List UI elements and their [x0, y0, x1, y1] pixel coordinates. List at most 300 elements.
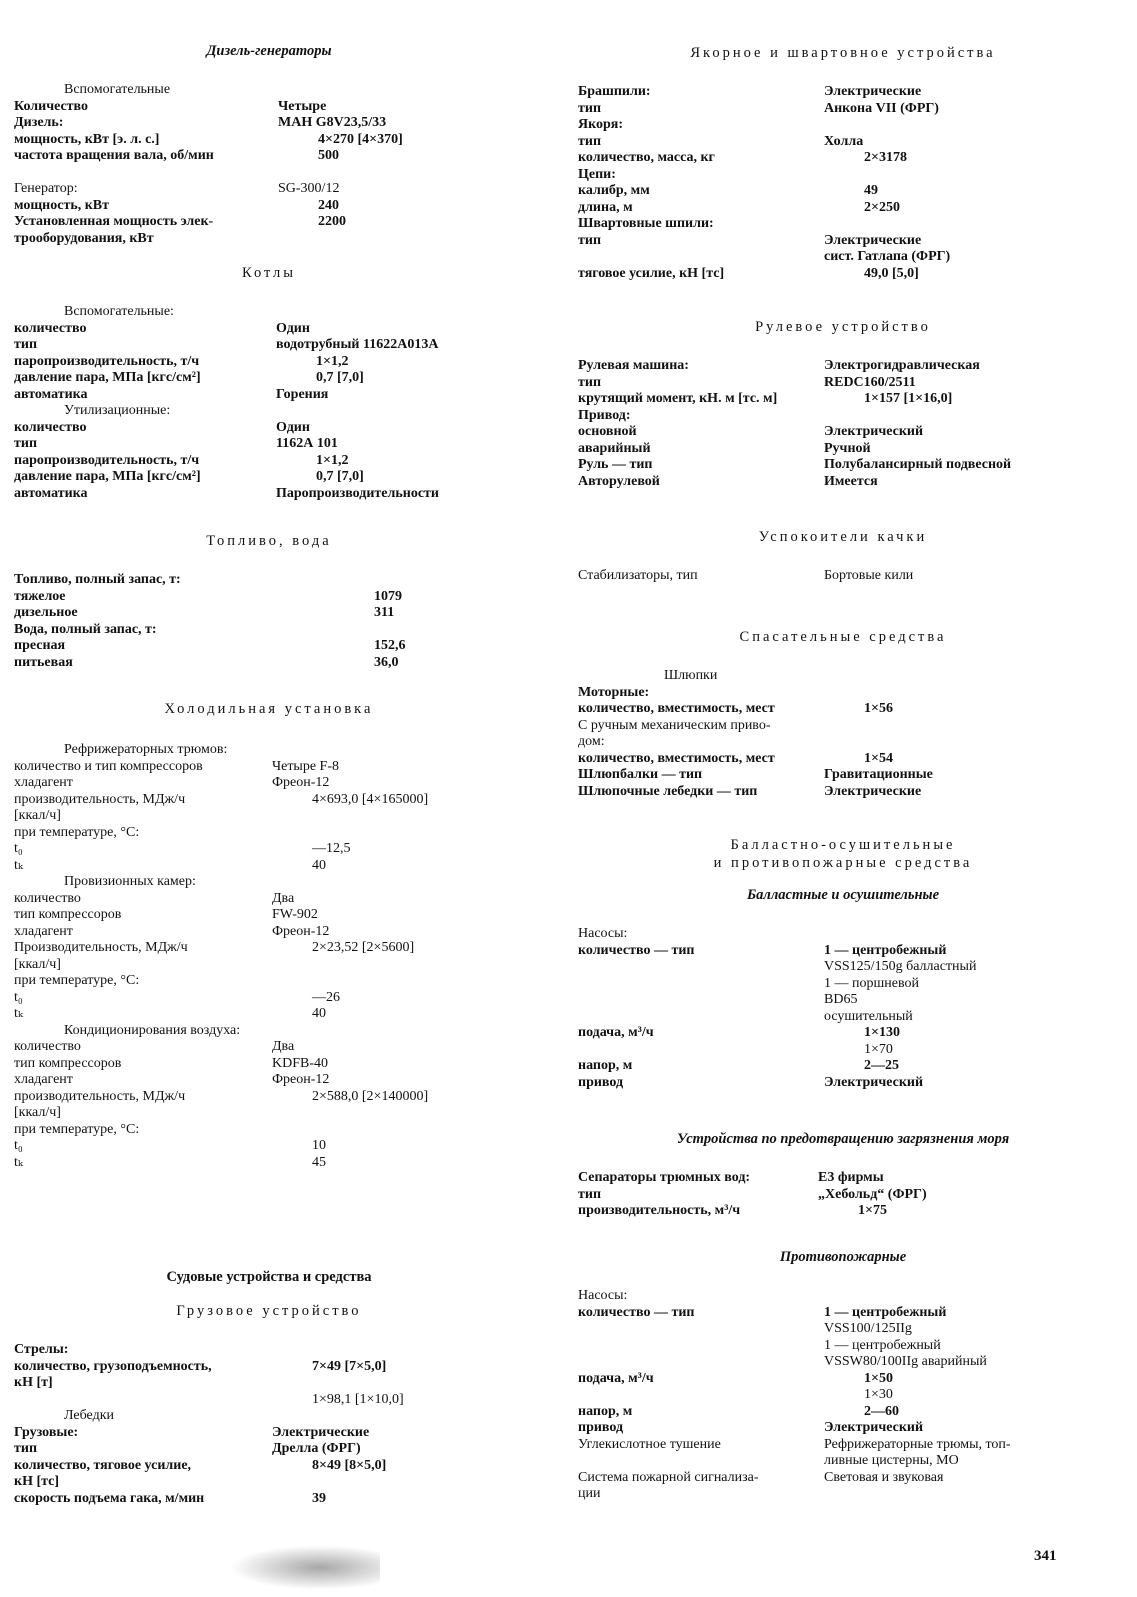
spec-row	[14, 1359, 524, 1376]
spec-row	[578, 992, 1108, 1009]
spec-value: 49,0 [5,0]	[864, 265, 919, 281]
spec-row	[14, 622, 524, 639]
spec-label: Моторные:	[578, 684, 650, 700]
spec-label: дизельное	[14, 605, 78, 620]
spec-label: тип	[578, 1186, 602, 1202]
spec-label: при температуре, °С:	[14, 824, 140, 840]
spec-row	[578, 167, 1108, 184]
spec-label: Вспомогательные	[64, 82, 171, 97]
spec-row	[578, 1338, 1108, 1355]
spec-row	[578, 976, 1108, 993]
spec-value: BD65	[824, 992, 858, 1007]
spec-label: количество, вместимость, мест	[578, 750, 775, 766]
section-title: Котлы	[242, 265, 296, 281]
spec-row	[14, 1006, 524, 1023]
spec-row	[14, 1375, 524, 1392]
spec-row	[14, 453, 524, 470]
spec-row	[14, 420, 524, 437]
section-title: Балластно-осушительные	[730, 837, 956, 853]
spec-label: количество, вместимость, мест	[578, 701, 775, 716]
spec-value: Электрические	[824, 783, 922, 799]
spec-value: Рефрижераторные трюмы, топ-	[824, 1436, 1011, 1452]
spec-label: Шлюпки	[664, 668, 718, 683]
spec-row	[14, 924, 524, 941]
spec-value: Горения	[276, 386, 329, 402]
spec-row	[14, 436, 524, 453]
spec-label: Стрелы:	[14, 1342, 69, 1357]
spec-value: ливные цистерны, МО	[824, 1453, 959, 1468]
spec-value: Один	[276, 320, 310, 336]
spec-row	[578, 1387, 1108, 1404]
spec-label: автоматика	[14, 485, 88, 501]
spec-label: паропроизводительность, т/ч	[14, 452, 200, 468]
spec-value: VSSW80/100IIg аварийный	[824, 1354, 987, 1369]
spec-label: С ручным механическим приво-	[578, 717, 771, 733]
spec-row	[578, 134, 1108, 151]
spec-label: Установленная мощность элек-	[14, 214, 214, 229]
spec-row	[578, 1170, 1108, 1187]
spec-row	[14, 1491, 524, 1508]
spec-value: 1 — центробежный	[824, 1337, 941, 1353]
spec-label: дом:	[578, 734, 605, 749]
spec-value: SG-300/12	[278, 181, 340, 196]
spec-row	[578, 1009, 1108, 1026]
spec-row	[14, 403, 524, 420]
spec-value: 240	[318, 197, 339, 213]
spec-label: Генератор:	[14, 181, 78, 196]
spec-row	[14, 638, 524, 655]
scan-smudge	[230, 1545, 380, 1590]
spec-row	[578, 1486, 1108, 1503]
spec-label: кН [тс]	[14, 1474, 60, 1489]
spec-label: Вспомогательные:	[64, 304, 174, 319]
spec-value: 1×50	[864, 1370, 893, 1386]
section-title: Спасательные средства	[739, 629, 947, 645]
spec-row	[14, 214, 524, 231]
section-pollution	[578, 1130, 1108, 1220]
spec-value: „Хебольд“ (ФРГ)	[818, 1186, 927, 1202]
spec-value: Электрические	[824, 232, 922, 248]
spec-label: кН [т]	[14, 1375, 53, 1390]
spec-row	[578, 926, 1108, 943]
spec-label: Шлюпбалки — тип	[578, 767, 703, 782]
spec-label: тип компрессоров	[14, 1055, 122, 1071]
spec-value: Фреон-12	[272, 775, 330, 790]
spec-label: [ккал/ч]	[14, 1105, 61, 1120]
spec-label: количество, масса, кг	[578, 150, 715, 165]
section-title-line2: и противопожарные средства	[713, 855, 973, 871]
spec-row	[14, 99, 524, 116]
spec-value: 7×49 [7×5,0]	[312, 1358, 387, 1374]
section-ballast	[578, 836, 1108, 1091]
spec-value: 500	[318, 148, 339, 163]
spec-row	[14, 1023, 524, 1040]
spec-row	[578, 1453, 1108, 1470]
spec-value: Гравитационные	[824, 767, 933, 782]
spec-value: 10	[312, 1138, 326, 1153]
spec-label: мощность, кВт [э. л. с.]	[14, 131, 160, 147]
spec-label: количество	[14, 1039, 81, 1054]
spec-value: Электрический	[824, 424, 924, 439]
spec-label: привод	[578, 1074, 624, 1090]
spec-value: 1×1,2	[316, 353, 349, 369]
spec-label: напор, м	[578, 1403, 633, 1419]
spec-label: производительность, МДж/ч	[14, 791, 186, 807]
spec-row	[578, 1288, 1108, 1305]
spec-row	[14, 1392, 524, 1409]
spec-value: Световая и звуковая	[824, 1469, 944, 1485]
section-title: Успокоители качки	[758, 529, 928, 545]
spec-row	[578, 391, 1108, 408]
spec-label: тип	[578, 232, 602, 248]
spec-value: 0,7 [7,0]	[316, 370, 364, 385]
spec-row	[578, 266, 1108, 283]
spec-row	[578, 734, 1108, 751]
spec-row	[578, 1420, 1108, 1437]
spec-label: Сепараторы трюмных вод:	[578, 1170, 751, 1185]
spec-label: Привод:	[578, 407, 631, 423]
spec-row	[578, 959, 1108, 976]
spec-label: давление пара, МПа [кгс/см²]	[14, 370, 201, 385]
spec-label: производительность, МДж/ч	[14, 1088, 186, 1104]
page-number: 341	[1034, 1548, 1057, 1564]
spec-row	[578, 1470, 1108, 1487]
spec-row	[578, 1075, 1108, 1092]
spec-row	[14, 1056, 524, 1073]
spec-row	[578, 84, 1108, 101]
spec-row	[14, 891, 524, 908]
spec-row	[14, 1408, 524, 1425]
spec-value: 8×49 [8×5,0]	[312, 1457, 387, 1473]
spec-row	[578, 1025, 1108, 1042]
spec-row	[14, 1105, 524, 1122]
spec-value: Электрические	[272, 1424, 370, 1440]
spec-value: 1×130	[864, 1025, 900, 1040]
spec-label: t₀	[14, 841, 23, 856]
spec-label: подача, м³/ч	[578, 1370, 654, 1386]
spec-row	[578, 150, 1108, 167]
spec-row	[578, 751, 1108, 768]
spec-label: при температуре, °С:	[14, 973, 140, 988]
spec-label: Швартовные шпили:	[578, 216, 714, 231]
spec-value: 4×270 [4×370]	[318, 131, 403, 147]
spec-value: Четыре F-8	[272, 758, 339, 774]
spec-value: 2×23,52 [2×5600]	[312, 940, 415, 955]
spec-value: Е3 фирмы	[818, 1170, 884, 1185]
spec-row	[14, 907, 524, 924]
spec-value: Два	[272, 1039, 295, 1054]
spec-value: 49	[864, 183, 878, 198]
spec-label: Рулевая машина:	[578, 358, 689, 373]
spec-label: давление пара, МПа [кгс/см²]	[14, 469, 201, 484]
spec-label: ции	[578, 1486, 601, 1501]
spec-value: Анкона VII (ФРГ)	[824, 100, 939, 116]
spec-label: Насосы:	[578, 1288, 628, 1303]
spec-row	[14, 940, 524, 957]
spec-row	[14, 605, 524, 622]
spec-label: пресная	[14, 638, 66, 653]
spec-label: Утилизационные:	[64, 403, 171, 418]
spec-row	[14, 957, 524, 974]
spec-label: Провизионных камер:	[64, 874, 196, 889]
spec-value: REDC160/2511	[824, 374, 916, 390]
spec-value: 2—25	[864, 1058, 899, 1073]
spec-label: количество	[14, 419, 87, 435]
spec-value: 1162А 101	[276, 436, 338, 451]
spec-label: количество	[14, 890, 81, 906]
spec-label: трооборудования, кВт	[14, 230, 154, 246]
section-fire	[578, 1248, 1108, 1503]
spec-label: подача, м³/ч	[578, 1025, 654, 1040]
spec-label: паропроизводительность, т/ч	[14, 353, 200, 369]
spec-value: 1×1,2	[316, 452, 349, 468]
spec-value: VSS100/125IIg	[824, 1321, 912, 1336]
spec-row	[14, 370, 524, 387]
spec-label: напор, м	[578, 1058, 633, 1073]
spec-row	[14, 572, 524, 589]
spec-label: tₖ	[14, 1154, 23, 1170]
spec-label: Углекислотное тушение	[578, 1436, 721, 1452]
spec-row	[14, 825, 524, 842]
section-rescue	[578, 628, 1108, 800]
spec-row	[14, 808, 524, 825]
spec-label: Грузовые:	[14, 1424, 79, 1440]
spec-row	[14, 874, 524, 891]
spec-row	[14, 198, 524, 215]
spec-row	[14, 165, 524, 182]
spec-label: Авторулевой	[578, 473, 660, 489]
section-title: Судовые устройства и средства	[166, 1269, 372, 1285]
spec-row	[14, 1155, 524, 1172]
spec-label: [ккал/ч]	[14, 956, 61, 972]
spec-value: Холла	[824, 133, 864, 149]
spec-value: 2×588,0 [2×140000]	[312, 1088, 429, 1104]
spec-row	[578, 375, 1108, 392]
spec-value: 1×157 [1×16,0]	[864, 391, 953, 406]
spec-row	[578, 117, 1108, 134]
spec-row	[14, 231, 524, 248]
spec-row	[578, 1203, 1108, 1220]
spec-value: Полубалансирный подвесной	[824, 457, 1012, 472]
spec-row	[578, 408, 1108, 425]
spec-label: количество, грузоподъемность,	[14, 1358, 212, 1374]
spec-row	[578, 1042, 1108, 1059]
spec-row	[578, 1058, 1108, 1075]
spec-label: калибр, мм	[578, 183, 650, 198]
spec-label: тип	[578, 374, 602, 390]
spec-label: тяговое усилие, кН [тс]	[578, 265, 725, 281]
spec-label: Топливо, полный запас, т:	[14, 572, 181, 587]
spec-row	[578, 668, 1108, 685]
spec-row	[578, 233, 1108, 250]
spec-value: 1×56	[864, 701, 893, 716]
spec-row	[14, 589, 524, 606]
spec-label: tₖ	[14, 1006, 23, 1021]
spec-row	[14, 792, 524, 809]
spec-value: Паропроизводительности	[276, 485, 440, 501]
spec-label: тип	[14, 337, 38, 352]
spec-label: Руль — тип	[578, 457, 653, 472]
spec-row	[578, 1187, 1108, 1204]
section-boilers	[14, 264, 524, 502]
spec-label: Кондиционирования воздуха:	[64, 1022, 241, 1038]
spec-value: сист. Гатлапа (ФРГ)	[824, 249, 951, 264]
spec-label: количество, тяговое усилие,	[14, 1457, 192, 1473]
spec-value: водотрубный 11622А013А	[276, 337, 439, 352]
spec-row	[578, 568, 1108, 585]
spec-value: 1×70	[864, 1041, 893, 1057]
section-fuel	[14, 532, 524, 671]
spec-label: длина, м	[578, 199, 633, 215]
spec-label: привод	[578, 1420, 624, 1435]
spec-row	[14, 1342, 524, 1359]
spec-row	[578, 1305, 1108, 1322]
spec-value: 40	[312, 1006, 326, 1021]
spec-row	[14, 742, 524, 759]
spec-row	[578, 358, 1108, 375]
spec-row	[14, 337, 524, 354]
spec-label: Шлюпочные лебедки — тип	[578, 783, 758, 799]
section-title: Дизель-генераторы	[206, 43, 332, 59]
spec-label: питьевая	[14, 654, 73, 670]
spec-value: 2—60	[864, 1403, 899, 1419]
spec-row	[578, 457, 1108, 474]
spec-label: Дизель:	[14, 115, 64, 130]
spec-label: тип	[14, 436, 38, 451]
spec-row	[14, 82, 524, 99]
spec-label: tₖ	[14, 857, 23, 873]
spec-value: Электрогидравлическая	[824, 358, 980, 373]
spec-value: Электрические	[824, 84, 922, 99]
spec-row	[578, 1404, 1108, 1421]
spec-value: Два	[272, 890, 295, 906]
spec-row	[14, 858, 524, 875]
spec-value: 1 — поршневой	[824, 975, 919, 991]
spec-row	[14, 1039, 524, 1056]
spec-label: Вода, полный запас, т:	[14, 621, 157, 637]
spec-value: 0,7 [7,0]	[316, 469, 364, 484]
spec-row	[578, 1371, 1108, 1388]
spec-row	[578, 441, 1108, 458]
spec-row	[578, 424, 1108, 441]
spec-row	[578, 101, 1108, 118]
spec-label: тяжелое	[14, 588, 66, 604]
spec-label: мощность, кВт	[14, 197, 110, 213]
section-roll-stabilizers	[578, 528, 1108, 585]
spec-row	[14, 1441, 524, 1458]
spec-row	[14, 1072, 524, 1089]
spec-value: —12,5	[312, 841, 351, 856]
spec-value: 2200	[318, 214, 346, 229]
section-steering	[578, 318, 1108, 490]
spec-label: крутящий момент, кН. м [тс. м]	[578, 391, 778, 406]
spec-value: 4×693,0 [4×165000]	[312, 791, 429, 807]
spec-label: тип	[578, 100, 602, 116]
section-title: Якорное и швартовное устройства	[690, 45, 996, 61]
spec-value: Электрический	[824, 1420, 924, 1435]
section-title: Холодильная установка	[164, 701, 374, 717]
spec-label: Цепи:	[578, 166, 616, 182]
spec-label: производительность, м³/ч	[578, 1203, 741, 1218]
spec-row	[14, 759, 524, 776]
spec-label: количество	[14, 320, 87, 336]
spec-row	[578, 249, 1108, 266]
spec-row	[14, 115, 524, 132]
spec-label: Система пожарной сигнализа-	[578, 1469, 759, 1485]
spec-label: Рефрижераторных трюмов:	[64, 742, 228, 757]
spec-value: 1079	[374, 588, 402, 604]
spec-label: количество — тип	[578, 1304, 695, 1320]
spec-row	[578, 216, 1108, 233]
spec-label: Насосы:	[578, 926, 628, 941]
spec-row	[578, 943, 1108, 960]
spec-label: автоматика	[14, 386, 88, 402]
section-title: Рулевое устройство	[755, 319, 931, 335]
spec-row	[578, 200, 1108, 217]
spec-row	[14, 1138, 524, 1155]
spec-row	[14, 132, 524, 149]
spec-value: Бортовые кили	[824, 568, 914, 583]
spec-value: Имеется	[824, 473, 878, 489]
spec-row	[578, 685, 1108, 702]
spec-value: FW-902	[272, 907, 318, 922]
spec-row	[578, 1321, 1108, 1338]
spec-row	[578, 183, 1108, 200]
spec-row	[14, 321, 524, 338]
spec-value: Дрелла (ФРГ)	[272, 1441, 361, 1456]
spec-row	[14, 304, 524, 321]
spec-value: KDFB-40	[272, 1055, 329, 1071]
spec-value: Четыре	[278, 98, 327, 114]
spec-row	[14, 775, 524, 792]
spec-row	[578, 474, 1108, 491]
section-title: Противопожарные	[779, 1249, 907, 1265]
spec-row	[14, 1122, 524, 1139]
spec-value: —26	[312, 989, 340, 1005]
spec-value: 40	[312, 857, 326, 873]
spec-value: Фреон-12	[272, 923, 330, 939]
spec-label: тип компрессоров	[14, 907, 122, 922]
spec-row	[14, 990, 524, 1007]
spec-label: основной	[578, 424, 637, 439]
spec-label: t₀	[14, 1138, 23, 1153]
spec-row	[578, 1437, 1108, 1454]
spec-label: хладагент	[14, 923, 73, 939]
spec-label: Якоря:	[578, 117, 624, 132]
section-title: Топливо, вода	[206, 533, 332, 549]
spec-value: 1×98,1 [1×10,0]	[312, 1391, 404, 1407]
spec-label: хладагент	[14, 775, 73, 790]
spec-row	[14, 1089, 524, 1106]
spec-row	[14, 486, 524, 503]
spec-row	[14, 655, 524, 672]
spec-value: осушительный	[824, 1008, 913, 1024]
spec-value: Один	[276, 419, 310, 435]
spec-row	[578, 1354, 1108, 1371]
section-title: Устройства по предотвращению загрязнения моря	[676, 1131, 1010, 1147]
spec-value: 311	[374, 605, 395, 620]
spec-label: [ккал/ч]	[14, 808, 61, 823]
spec-label: аварийный	[578, 440, 651, 456]
spec-label: при температуре, °С:	[14, 1121, 140, 1137]
spec-label: Производительность, МДж/ч	[14, 940, 188, 955]
spec-row	[578, 701, 1108, 718]
spec-label: Стабилизаторы, тип	[578, 568, 698, 583]
spec-row	[14, 354, 524, 371]
spec-row	[14, 1474, 524, 1491]
section-ship-devices	[14, 1268, 524, 1507]
spec-value: Электрический	[824, 1074, 924, 1090]
